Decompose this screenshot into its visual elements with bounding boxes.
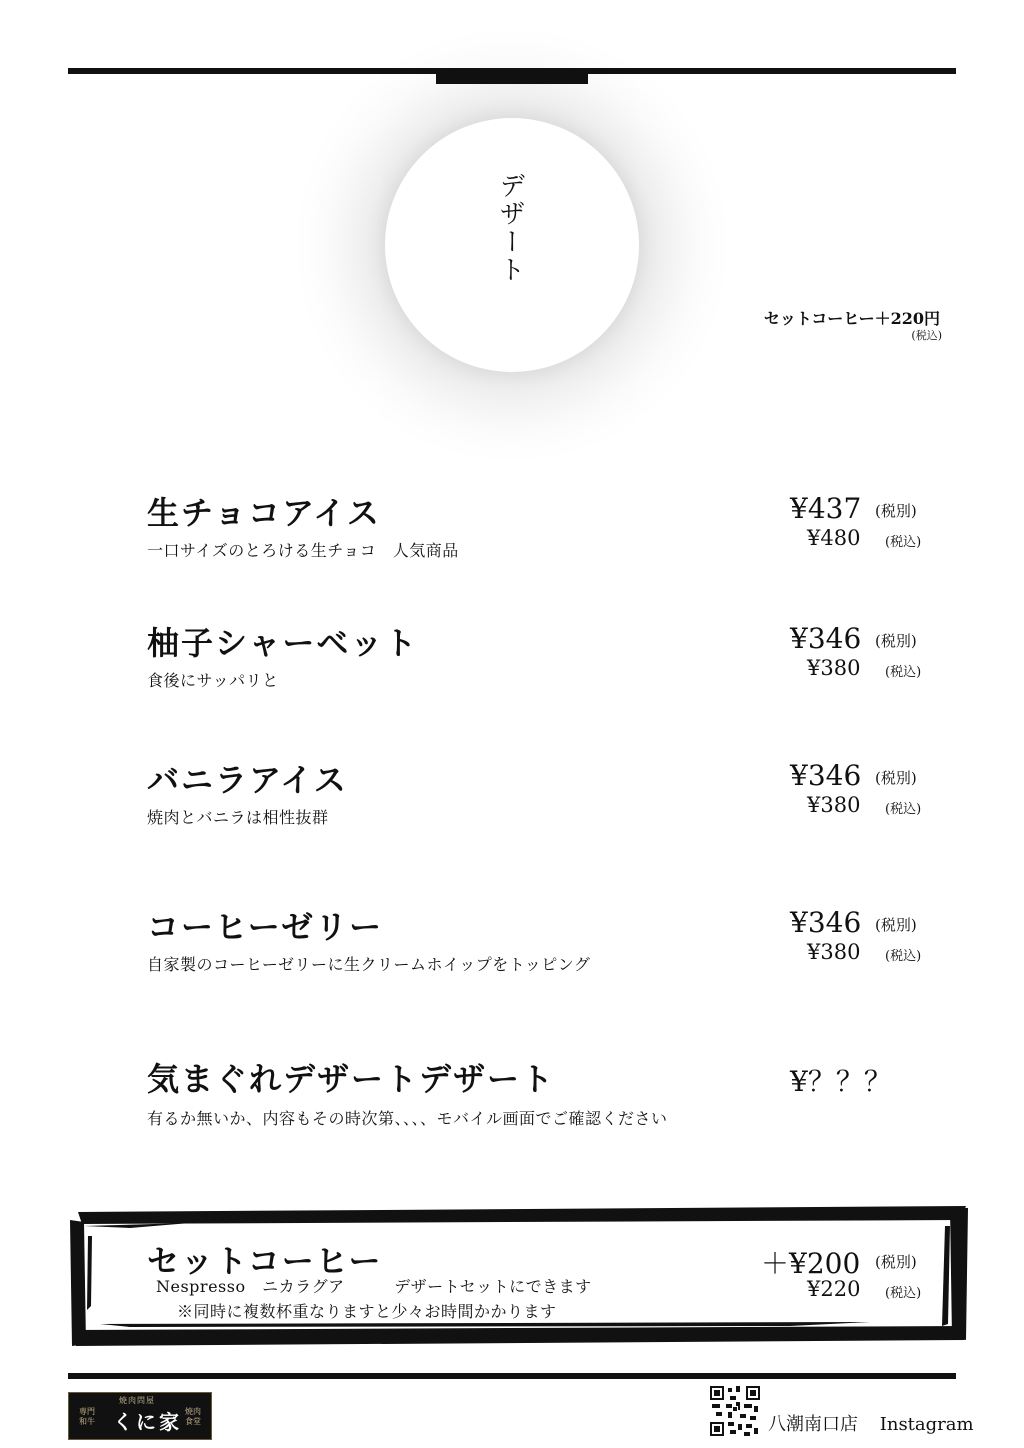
item-price-incl-tax-label: (税込)	[885, 665, 922, 680]
item-description: 食後にサッパリと	[147, 671, 279, 690]
item-description: 有るか無いか、内容もその時次第、、、、モバイル画面でご確認ください	[147, 1109, 668, 1128]
item-price-incl: ¥380	[807, 656, 861, 680]
item-price: ¥346	[790, 906, 862, 939]
set-coffee-price: ＋¥200	[761, 1247, 861, 1280]
page-title: デザート	[495, 172, 525, 284]
store-logo	[68, 1392, 212, 1440]
bottom-rule	[68, 1373, 956, 1379]
item-price-incl-tax-label: (税込)	[885, 802, 922, 817]
item-price: ¥346	[790, 759, 862, 792]
set-coffee-price-incl-tax-label: (税込)	[885, 1286, 922, 1301]
item-description: 一口サイズのとろける生チョコ 人気商品	[147, 541, 459, 560]
item-description: 自家製のコーヒーゼリーに生クリームホイップをトッピング	[147, 955, 591, 974]
item-price-incl-tax-label: (税込)	[885, 949, 922, 964]
logo-left-text: 専門和牛	[79, 1407, 95, 1426]
item-price-tax-label: (税別)	[875, 632, 917, 650]
logo-right-text: 焼肉食堂	[185, 1407, 201, 1426]
store-name: 八潮南口店	[768, 1414, 858, 1435]
qr-code-icon[interactable]	[710, 1386, 760, 1436]
item-name: バニラアイス	[147, 761, 348, 799]
set-coffee-price-tax-label: (税別)	[875, 1253, 917, 1271]
item-name: 生チョコアイス	[147, 494, 381, 532]
set-coffee-line1: Nespresso ニカラグア デザートセットにできます	[156, 1277, 592, 1296]
item-name: 柚子シャーベット	[147, 624, 419, 662]
item-price-incl: ¥380	[807, 940, 861, 964]
item-price-tax-label: (税別)	[875, 769, 917, 787]
footer-store	[768, 1410, 974, 1436]
set-coffee-note-tax: (税込)	[911, 329, 942, 342]
item-price-tax-label: (税別)	[875, 502, 917, 520]
set-coffee-line2: ※同時に複数杯重なりますと少々お時間かかります	[177, 1302, 557, 1321]
set-coffee-note: セットコーヒー＋220円	[763, 309, 940, 328]
item-price-incl: ¥480	[807, 526, 861, 550]
item-description: 焼肉とバニラは相性抜群	[147, 808, 329, 827]
item-price-incl-tax-label: (税込)	[885, 535, 922, 550]
logo-main-text: くに家	[113, 1410, 182, 1434]
item-price: ¥？？？	[790, 1065, 892, 1098]
item-price: ¥346	[790, 622, 862, 655]
item-price-incl: ¥380	[807, 793, 861, 817]
item-price-tax-label: (税別)	[875, 916, 917, 934]
logo-top-text: 焼肉問屋	[119, 1396, 155, 1405]
top-rule-tab	[436, 74, 588, 84]
item-price: ¥437	[790, 492, 862, 525]
item-name: コーヒーゼリー	[147, 908, 384, 946]
set-coffee-name: セットコーヒー	[147, 1242, 383, 1280]
instagram-link[interactable]: Instagram	[879, 1414, 974, 1435]
set-coffee-price-incl: ¥220	[807, 1277, 861, 1301]
item-name: 気まぐれデザートデザート	[147, 1060, 556, 1098]
